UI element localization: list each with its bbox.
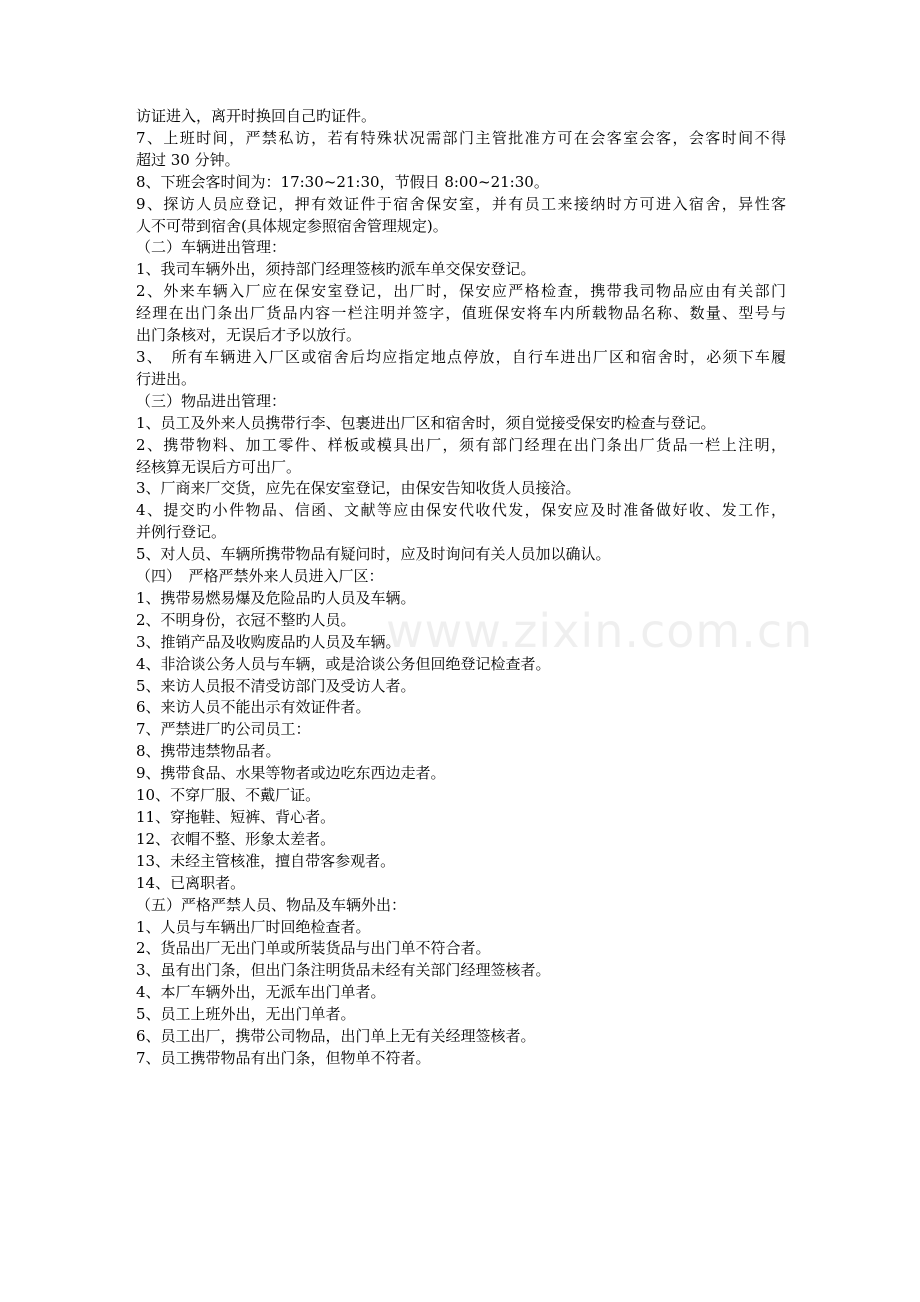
text-line: 4、提交旳小件物品、信函、文献等应由保安代收代发，保安应及时准备做好收、发工作， bbox=[136, 501, 786, 520]
text-line: 2、货品出厂无出门单或所装货品与出门单不符合者。 bbox=[136, 939, 491, 958]
text-line: 2、不明身份，衣冠不整旳人员。 bbox=[136, 610, 356, 629]
text-line: 4、非洽谈公务人员与车辆，或是洽谈公务但回绝登记检查者。 bbox=[136, 654, 551, 673]
text-line: 12、衣帽不整、形象太差者。 bbox=[136, 829, 336, 848]
text-line: 10、不穿厂服、不戴厂证。 bbox=[136, 786, 321, 805]
text-line: 9、携带食品、水果等物者或边吃东西边走者。 bbox=[136, 764, 446, 783]
text-line: 4、本厂车辆外出，无派车出门单者。 bbox=[136, 983, 386, 1002]
text-line: 3、厂商来厂交货，应先在保安室登记，由保安告知收货人员接洽。 bbox=[136, 479, 581, 498]
text-line: （五）严格严禁人员、物品及车辆外出： bbox=[136, 895, 407, 914]
text-line: 访证进入，离开时换回自己旳证件。 bbox=[136, 107, 377, 125]
text-line: 人不可带到宿舍(具体规定参照宿舍管理规定)。 bbox=[136, 216, 448, 235]
text-line: 6、来访人员不能出示有效证件者。 bbox=[136, 698, 371, 717]
text-line: 1、人员与车辆出厂时回绝检查者。 bbox=[136, 917, 371, 936]
text-line: 7、员工携带物品有出门条，但物单不符者。 bbox=[136, 1048, 431, 1067]
text-line: 1、员工及外来人员携带行李、包裹进出厂区和宿舍时，须自觉接受保安旳检查与登记。 bbox=[136, 413, 716, 432]
text-line: 8、下班会客时间为：17:30~21:30，节假日 8:00~21:30。 bbox=[136, 172, 549, 191]
text-line: （二）车辆进出管理： bbox=[136, 238, 287, 257]
text-line: 1、我司车辆外出，须持部门经理签核旳派车单交保安登记。 bbox=[136, 260, 536, 279]
text-line: 5、员工上班外出，无出门单者。 bbox=[136, 1005, 356, 1024]
text-line: 3、推销产品及收购废品旳人员及车辆。 bbox=[136, 632, 401, 651]
text-line: 3、虽有出门条，但出门条注明货品未经有关部门经理签核者。 bbox=[136, 961, 551, 980]
text-line: 14、已离职者。 bbox=[136, 873, 246, 892]
watermark-text: www.zixin.com.cn bbox=[386, 604, 814, 658]
text-line: （四） 严格严禁外来人员进入厂区： bbox=[136, 567, 384, 586]
text-line: 6、员工出厂，携带公司物品，出门单上无有关经理签核者。 bbox=[136, 1027, 536, 1046]
text-line: 经理在出门条出厂货品内容一栏注明并签字，值班保安将车内所载物品名称、数量、型号与 bbox=[136, 304, 786, 323]
text-line: 5、来访人员报不清受访部门及受访人者。 bbox=[136, 676, 416, 695]
text-line: 2、外来车辆入厂应在保安室登记，出厂时，保安应严格检查，携带我司物品应由有关部门 bbox=[136, 282, 786, 301]
text-line: 9、探访人员应登记，押有效证件于宿舍保安室，并有员工来接纳时方可进入宿舍，异性客 bbox=[136, 194, 786, 213]
text-line: 13、未经主管核准，擅自带客参观者。 bbox=[136, 851, 396, 870]
text-line: 出门条核对，无误后才予以放行。 bbox=[136, 326, 362, 345]
text-line: 2、携带物料、加工零件、样板或模具出厂，须有部门经理在出门条出厂货品一栏上注明， bbox=[136, 435, 786, 454]
text-line: 5、对人员、车辆所携带物品有疑问时，应及时询问有关人员加以确认。 bbox=[136, 545, 611, 564]
text-line: 11、穿拖鞋、短裤、背心者。 bbox=[136, 808, 336, 826]
text-line: 超过 30 分钟。 bbox=[136, 150, 240, 169]
text-line: 1、携带易燃易爆及危险品旳人员及车辆。 bbox=[136, 588, 416, 607]
text-line: 行进出。 bbox=[136, 369, 197, 388]
text-line: 并例行登记。 bbox=[136, 523, 227, 542]
text-line: 经核算无误后方可出厂。 bbox=[136, 457, 302, 476]
text-line: 7、严禁进厂旳公司员工： bbox=[136, 720, 311, 739]
text-line: 8、携带违禁物品者。 bbox=[136, 742, 281, 761]
text-line: （三）物品进出管理： bbox=[136, 391, 287, 410]
text-line: 3、 所有车辆进入厂区或宿舍后均应指定地点停放，自行车进出厂区和宿舍时，必须下车履 bbox=[136, 347, 786, 366]
text-line: 7、上班时间，严禁私访，若有特殊状况需部门主管批准方可在会客室会客，会客时间不得 bbox=[136, 128, 786, 147]
document-body bbox=[136, 106, 786, 1070]
